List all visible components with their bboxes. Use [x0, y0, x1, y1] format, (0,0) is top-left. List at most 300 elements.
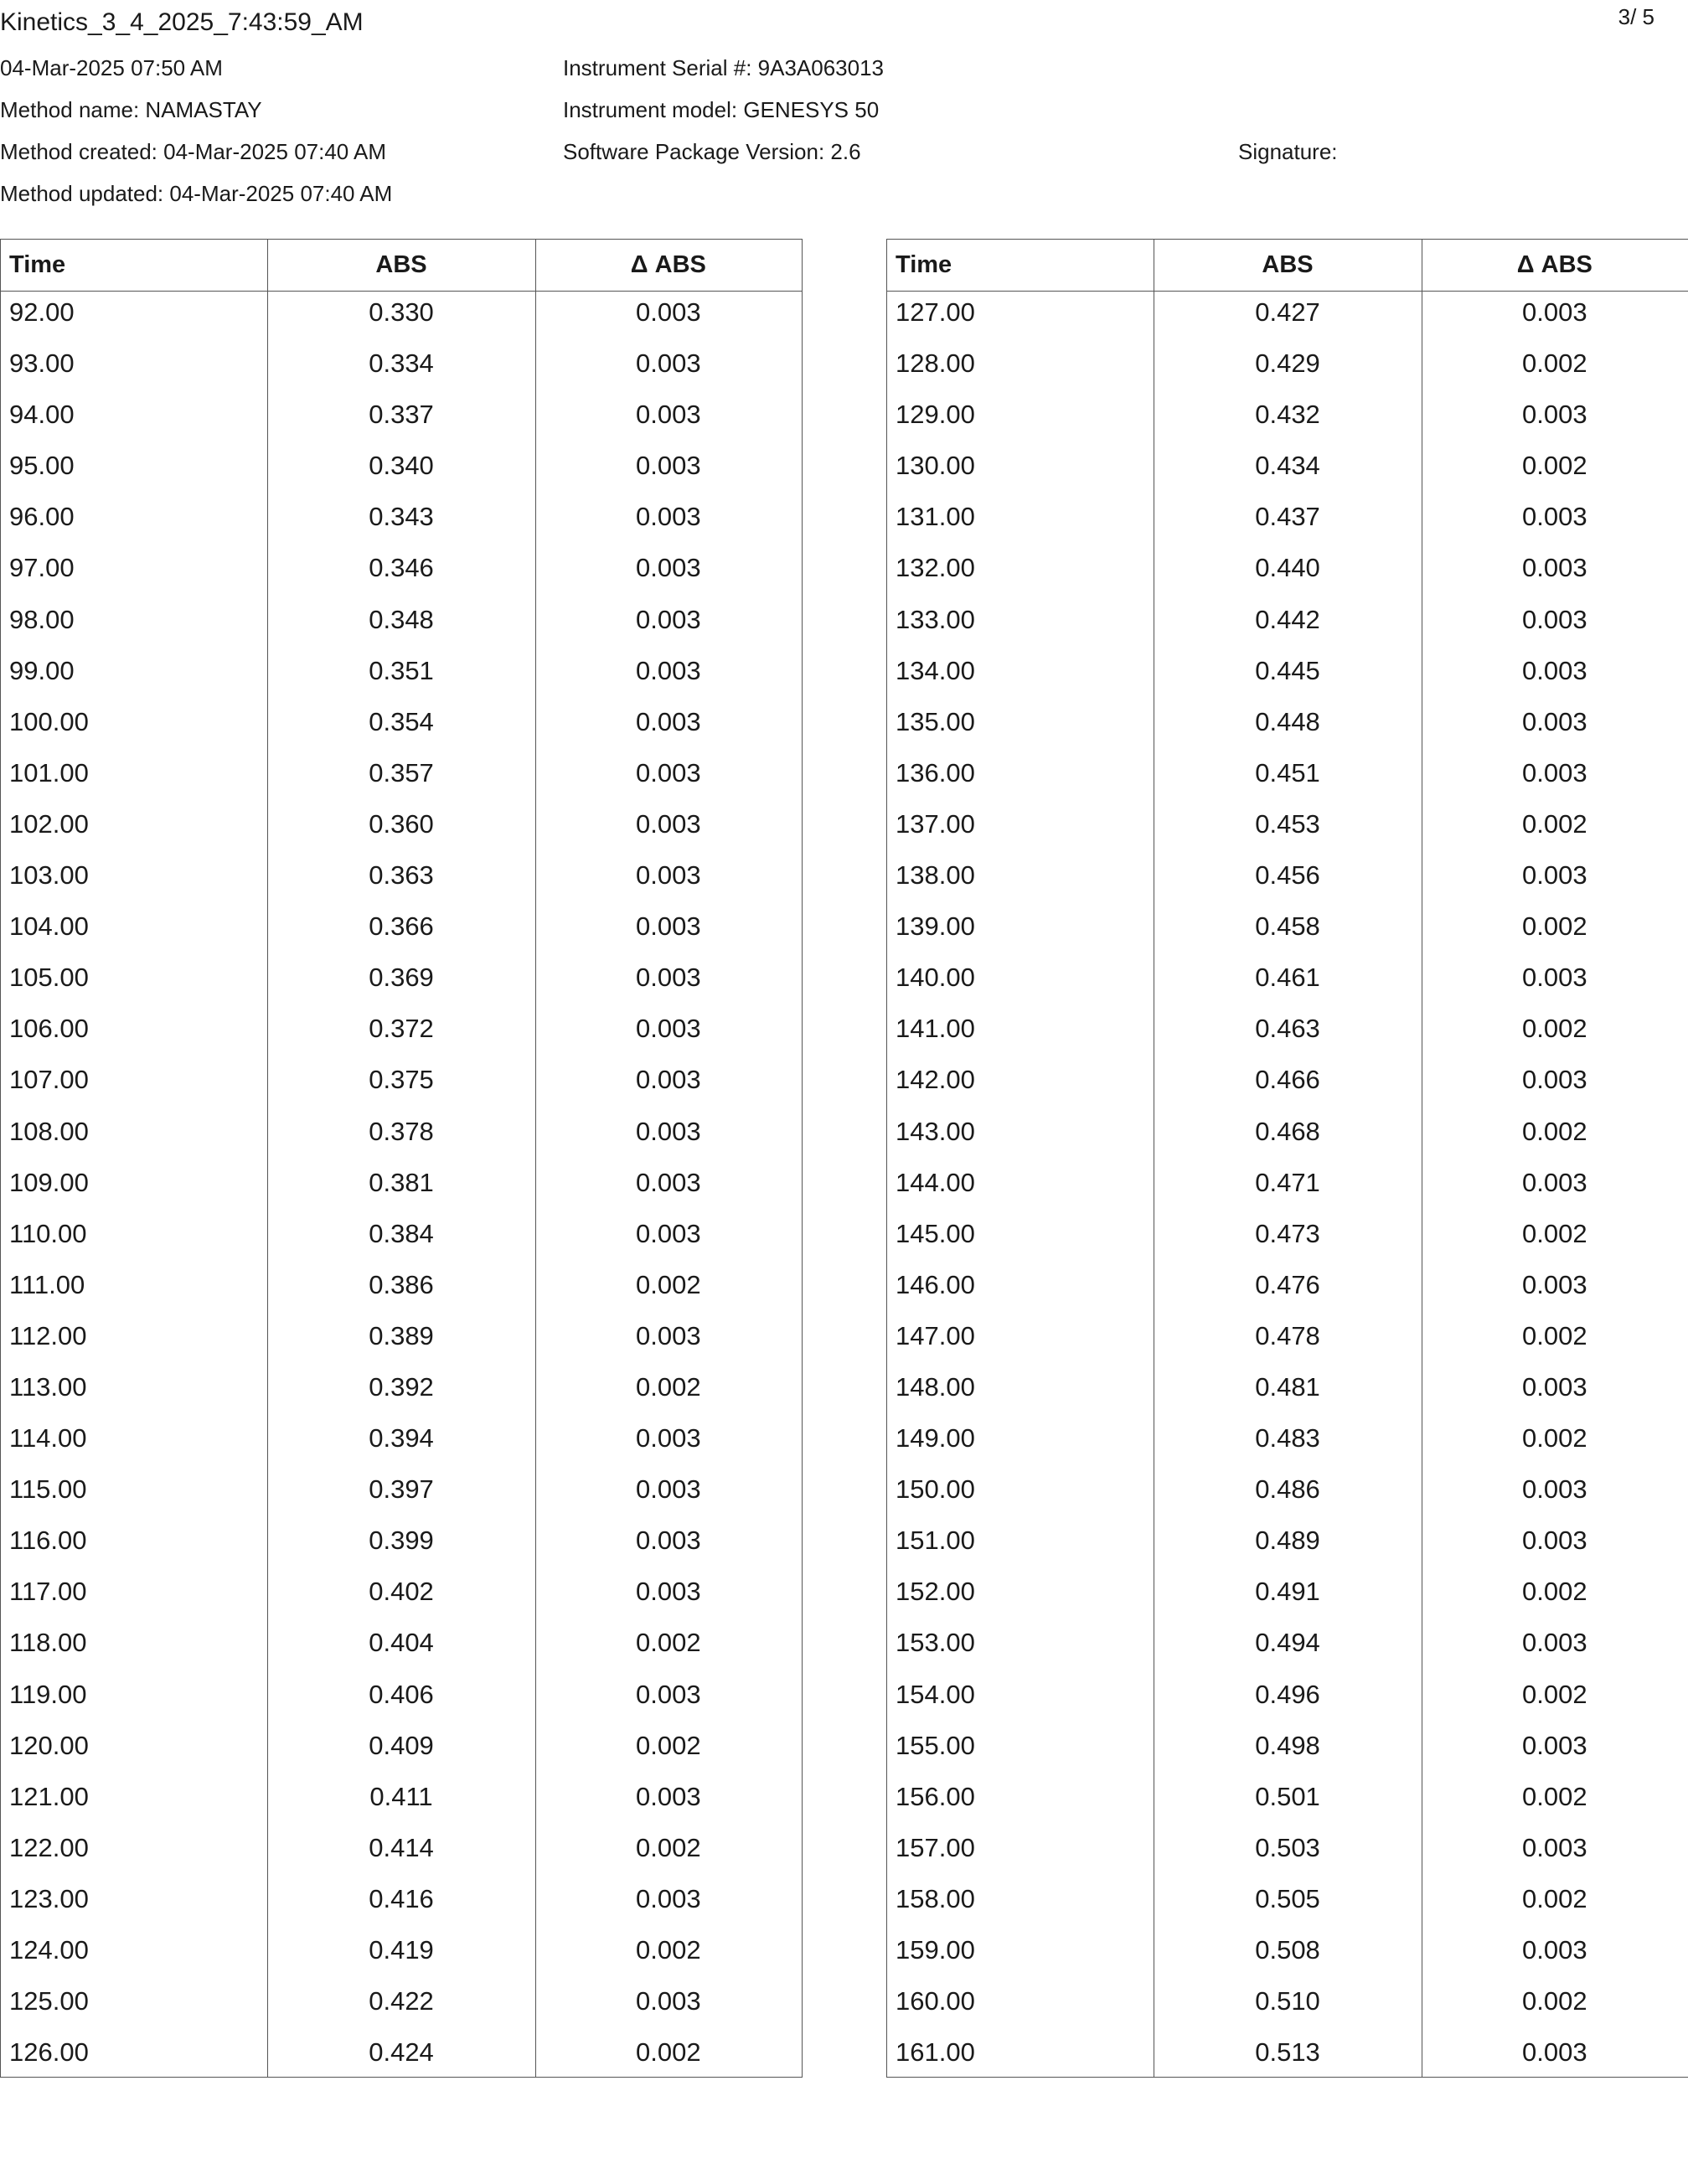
column-header-abs: ABS — [375, 251, 427, 278]
table-row — [1, 751, 802, 803]
table-row — [887, 546, 1688, 597]
cell-time: 114.00 — [9, 1423, 87, 1453]
cell-delta-abs: 0.002 — [636, 1628, 701, 1658]
table-row — [887, 1775, 1688, 1826]
cell-time: 156.00 — [896, 1781, 975, 1811]
cell-delta-abs: 0.003 — [636, 1065, 701, 1095]
table-row — [887, 1212, 1688, 1263]
table-row — [1, 1417, 802, 1468]
cell-time: 111.00 — [9, 1269, 85, 1299]
table-row — [887, 1058, 1688, 1109]
cell-time: 104.00 — [9, 911, 89, 942]
table-row — [887, 1417, 1688, 1468]
cell-delta-abs: 0.002 — [1522, 451, 1587, 481]
table-row — [887, 1621, 1688, 1672]
cell-time: 145.00 — [896, 1218, 975, 1248]
cell-time: 150.00 — [896, 1474, 975, 1505]
table-row — [887, 1110, 1688, 1161]
cell-abs: 0.434 — [1255, 451, 1320, 481]
cell-time: 92.00 — [9, 297, 75, 327]
cell-abs: 0.437 — [1255, 502, 1320, 532]
cell-abs: 0.416 — [369, 1883, 434, 1913]
cell-time: 161.00 — [896, 2037, 975, 2068]
table-row — [1, 1468, 802, 1519]
table-row — [887, 1570, 1688, 1621]
cell-abs: 0.402 — [369, 1577, 434, 1607]
table-row — [887, 1673, 1688, 1724]
cell-abs: 0.354 — [369, 706, 434, 736]
cell-abs: 0.513 — [1255, 2037, 1320, 2068]
cell-delta-abs: 0.003 — [1522, 655, 1587, 685]
cell-delta-abs: 0.003 — [636, 604, 701, 634]
column-header-delta-abs: Δ ABS — [1516, 251, 1593, 278]
table-row — [1, 2031, 802, 2082]
cell-abs: 0.363 — [369, 860, 434, 891]
table-row — [1, 393, 802, 444]
cell-time: 158.00 — [896, 1883, 975, 1913]
cell-time: 113.00 — [9, 1371, 87, 1402]
cell-time: 136.00 — [896, 757, 975, 787]
cell-time: 141.00 — [896, 1014, 975, 1044]
table-row — [1, 1314, 802, 1366]
cell-abs: 0.360 — [369, 808, 434, 839]
cell-abs: 0.448 — [1255, 706, 1320, 736]
table-row — [887, 1263, 1688, 1314]
cell-abs: 0.389 — [369, 1320, 434, 1350]
cell-time: 101.00 — [9, 757, 89, 787]
cell-delta-abs: 0.003 — [1522, 1474, 1587, 1505]
cell-delta-abs: 0.002 — [1522, 1116, 1587, 1146]
cell-abs: 0.501 — [1255, 1781, 1320, 1811]
table-row — [887, 1928, 1688, 1980]
cell-abs: 0.348 — [369, 604, 434, 634]
table-row — [887, 854, 1688, 905]
cell-delta-abs: 0.002 — [1522, 1577, 1587, 1607]
table-row — [887, 803, 1688, 854]
table-row — [1, 1826, 802, 1877]
cell-abs: 0.445 — [1255, 655, 1320, 685]
cell-delta-abs: 0.003 — [636, 655, 701, 685]
table-row — [887, 393, 1688, 444]
cell-time: 122.00 — [9, 1832, 89, 1862]
cell-delta-abs: 0.002 — [636, 2037, 701, 2068]
cell-delta-abs: 0.003 — [636, 1679, 701, 1709]
cell-abs: 0.422 — [369, 1986, 434, 2016]
cell-time: 147.00 — [896, 1320, 975, 1350]
cell-delta-abs: 0.003 — [636, 1474, 701, 1505]
table-row — [887, 1724, 1688, 1775]
table-row — [887, 1877, 1688, 1928]
cell-delta-abs: 0.003 — [1522, 1371, 1587, 1402]
cell-time: 99.00 — [9, 655, 75, 685]
cell-time: 146.00 — [896, 1269, 975, 1299]
cell-delta-abs: 0.002 — [636, 1730, 701, 1760]
table-row — [1, 1928, 802, 1980]
table-row — [1, 1980, 802, 2031]
cell-abs: 0.386 — [369, 1269, 434, 1299]
table-row — [887, 1519, 1688, 1570]
table-row — [1, 444, 802, 495]
cell-time: 139.00 — [896, 911, 975, 942]
cell-delta-abs: 0.003 — [636, 963, 701, 993]
table-row — [887, 291, 1688, 342]
cell-time: 144.00 — [896, 1167, 975, 1197]
table-row — [1, 1161, 802, 1212]
table-row — [1, 1263, 802, 1314]
table-row — [887, 598, 1688, 649]
table-row — [1, 1519, 802, 1570]
cell-time: 138.00 — [896, 860, 975, 891]
cell-delta-abs: 0.002 — [1522, 911, 1587, 942]
cell-delta-abs: 0.002 — [1522, 1014, 1587, 1044]
cell-abs: 0.366 — [369, 911, 434, 942]
cell-delta-abs: 0.002 — [1522, 349, 1587, 379]
cell-time: 126.00 — [9, 2037, 89, 2068]
cell-delta-abs: 0.003 — [1522, 1832, 1587, 1862]
cell-time: 143.00 — [896, 1116, 975, 1146]
cell-abs: 0.343 — [369, 502, 434, 532]
table-row — [1, 1058, 802, 1109]
cell-delta-abs: 0.003 — [636, 451, 701, 481]
cell-delta-abs: 0.003 — [1522, 400, 1587, 430]
cell-abs: 0.384 — [369, 1218, 434, 1248]
cell-abs: 0.456 — [1255, 860, 1320, 891]
table-header — [1, 240, 802, 292]
cell-delta-abs: 0.003 — [1522, 1167, 1587, 1197]
cell-abs: 0.496 — [1255, 1679, 1320, 1709]
table-row — [1, 1724, 802, 1775]
table-row — [887, 1826, 1688, 1877]
cell-delta-abs: 0.003 — [636, 1320, 701, 1350]
cell-abs: 0.432 — [1255, 400, 1320, 430]
cell-delta-abs: 0.003 — [636, 297, 701, 327]
cell-time: 123.00 — [9, 1883, 89, 1913]
method-created: Method created: 04-Mar-2025 07:40 AM — [0, 139, 387, 164]
cell-abs: 0.486 — [1255, 1474, 1320, 1505]
cell-delta-abs: 0.002 — [1522, 1986, 1587, 2016]
cell-abs: 0.473 — [1255, 1218, 1320, 1248]
cell-abs: 0.424 — [369, 2037, 434, 2068]
cell-time: 134.00 — [896, 655, 975, 685]
cell-delta-abs: 0.003 — [1522, 1065, 1587, 1095]
cell-delta-abs: 0.003 — [1522, 1628, 1587, 1658]
cell-abs: 0.471 — [1255, 1167, 1320, 1197]
table-row — [887, 342, 1688, 393]
method-name: Method name: NAMASTAY — [0, 97, 262, 122]
column-header-time: Time — [9, 251, 66, 278]
cell-abs: 0.489 — [1255, 1526, 1320, 1556]
cell-time: 121.00 — [9, 1781, 89, 1811]
cell-abs: 0.427 — [1255, 297, 1320, 327]
cell-time: 133.00 — [896, 604, 975, 634]
cell-abs: 0.375 — [369, 1065, 434, 1095]
cell-abs: 0.346 — [369, 553, 434, 583]
cell-delta-abs: 0.002 — [636, 1269, 701, 1299]
table-row — [1, 1877, 802, 1928]
cell-delta-abs: 0.003 — [636, 1218, 701, 1248]
table-row — [887, 700, 1688, 751]
cell-time: 97.00 — [9, 553, 75, 583]
cell-abs: 0.491 — [1255, 1577, 1320, 1607]
cell-time: 105.00 — [9, 963, 89, 993]
cell-delta-abs: 0.002 — [1522, 1781, 1587, 1811]
cell-time: 119.00 — [9, 1679, 87, 1709]
cell-delta-abs: 0.003 — [636, 911, 701, 942]
cell-abs: 0.498 — [1255, 1730, 1320, 1760]
cell-abs: 0.494 — [1255, 1628, 1320, 1658]
cell-abs: 0.372 — [369, 1014, 434, 1044]
cell-delta-abs: 0.003 — [636, 400, 701, 430]
kinetics-table-right — [886, 239, 1688, 2078]
cell-time: 152.00 — [896, 1577, 975, 1607]
page-number: 3/ 5 — [1618, 4, 1654, 29]
cell-time: 148.00 — [896, 1371, 975, 1402]
cell-delta-abs: 0.003 — [1522, 757, 1587, 787]
cell-time: 140.00 — [896, 963, 975, 993]
cell-time: 95.00 — [9, 451, 75, 481]
instrument-serial: Instrument Serial #: 9A3A063013 — [563, 55, 885, 80]
table-row — [1, 700, 802, 751]
signature-label: Signature: — [1238, 139, 1338, 164]
cell-time: 149.00 — [896, 1423, 975, 1453]
cell-abs: 0.337 — [369, 400, 434, 430]
table-row — [1, 1673, 802, 1724]
cell-time: 130.00 — [896, 451, 975, 481]
cell-abs: 0.351 — [369, 655, 434, 685]
cell-time: 120.00 — [9, 1730, 89, 1760]
cell-time: 109.00 — [9, 1167, 89, 1197]
table-row — [887, 1468, 1688, 1519]
table-row — [887, 1980, 1688, 2031]
cell-time: 127.00 — [896, 297, 975, 327]
cell-time: 96.00 — [9, 502, 75, 532]
cell-delta-abs: 0.002 — [1522, 1320, 1587, 1350]
table-row — [1, 1110, 802, 1161]
table-row — [1, 1775, 802, 1826]
cell-abs: 0.429 — [1255, 349, 1320, 379]
cell-delta-abs: 0.002 — [636, 1935, 701, 1965]
cell-delta-abs: 0.003 — [636, 502, 701, 532]
cell-abs: 0.440 — [1255, 553, 1320, 583]
table-row — [1, 905, 802, 956]
cell-abs: 0.468 — [1255, 1116, 1320, 1146]
cell-abs: 0.409 — [369, 1730, 434, 1760]
cell-time: 108.00 — [9, 1116, 89, 1146]
table-row — [887, 1161, 1688, 1212]
table-row — [1, 342, 802, 393]
cell-delta-abs: 0.003 — [636, 553, 701, 583]
cell-time: 100.00 — [9, 706, 89, 736]
cell-time: 129.00 — [896, 400, 975, 430]
cell-time: 153.00 — [896, 1628, 975, 1658]
cell-time: 159.00 — [896, 1935, 975, 1965]
cell-abs: 0.406 — [369, 1679, 434, 1709]
cell-abs: 0.508 — [1255, 1935, 1320, 1965]
table-row — [1, 854, 802, 905]
cell-abs: 0.483 — [1255, 1423, 1320, 1453]
cell-delta-abs: 0.002 — [1522, 808, 1587, 839]
cell-delta-abs: 0.003 — [636, 1883, 701, 1913]
cell-time: 131.00 — [896, 502, 975, 532]
cell-time: 102.00 — [9, 808, 89, 839]
cell-time: 107.00 — [9, 1065, 89, 1095]
cell-time: 142.00 — [896, 1065, 975, 1095]
cell-delta-abs: 0.003 — [1522, 2037, 1587, 2068]
table-row — [887, 444, 1688, 495]
cell-abs: 0.340 — [369, 451, 434, 481]
table-row — [1, 598, 802, 649]
cell-delta-abs: 0.002 — [1522, 1218, 1587, 1248]
column-header-abs: ABS — [1262, 251, 1314, 278]
cell-time: 157.00 — [896, 1832, 975, 1862]
cell-time: 124.00 — [9, 1935, 89, 1965]
table-row — [887, 649, 1688, 700]
cell-delta-abs: 0.002 — [1522, 1423, 1587, 1453]
cell-delta-abs: 0.003 — [1522, 706, 1587, 736]
cell-time: 93.00 — [9, 349, 75, 379]
cell-abs: 0.419 — [369, 1935, 434, 1965]
cell-delta-abs: 0.003 — [636, 757, 701, 787]
cell-abs: 0.476 — [1255, 1269, 1320, 1299]
cell-time: 128.00 — [896, 349, 975, 379]
cell-delta-abs: 0.003 — [1522, 297, 1587, 327]
report-date: 04-Mar-2025 07:50 AM — [0, 55, 223, 80]
document-title: Kinetics_3_4_2025_7:43:59_AM — [0, 8, 364, 36]
cell-delta-abs: 0.003 — [636, 1423, 701, 1453]
cell-time: 154.00 — [896, 1679, 975, 1709]
table-body — [1, 291, 802, 2082]
table-row — [887, 1366, 1688, 1417]
cell-delta-abs: 0.003 — [1522, 963, 1587, 993]
table-body — [887, 291, 1688, 2082]
cell-abs: 0.478 — [1255, 1320, 1320, 1350]
cell-abs: 0.505 — [1255, 1883, 1320, 1913]
cell-delta-abs: 0.003 — [1522, 1269, 1587, 1299]
cell-time: 103.00 — [9, 860, 89, 891]
table-row — [887, 2031, 1688, 2082]
cell-abs: 0.369 — [369, 963, 434, 993]
column-header-time: Time — [896, 251, 952, 278]
cell-delta-abs: 0.003 — [636, 349, 701, 379]
cell-delta-abs: 0.003 — [1522, 1526, 1587, 1556]
cell-delta-abs: 0.003 — [1522, 1935, 1587, 1965]
table-row — [887, 751, 1688, 803]
cell-time: 151.00 — [896, 1526, 975, 1556]
cell-abs: 0.442 — [1255, 604, 1320, 634]
table-row — [1, 956, 802, 1007]
table-row — [1, 1212, 802, 1263]
cell-time: 137.00 — [896, 808, 975, 839]
cell-delta-abs: 0.003 — [1522, 604, 1587, 634]
cell-delta-abs: 0.002 — [1522, 1883, 1587, 1913]
cell-delta-abs: 0.002 — [636, 1832, 701, 1862]
cell-abs: 0.510 — [1255, 1986, 1320, 2016]
cell-delta-abs: 0.003 — [636, 860, 701, 891]
cell-time: 116.00 — [9, 1526, 87, 1556]
table-row — [887, 905, 1688, 956]
table-row — [1, 1570, 802, 1621]
cell-abs: 0.378 — [369, 1116, 434, 1146]
cell-delta-abs: 0.003 — [1522, 502, 1587, 532]
cell-time: 155.00 — [896, 1730, 975, 1760]
cell-abs: 0.481 — [1255, 1371, 1320, 1402]
cell-time: 118.00 — [9, 1628, 87, 1658]
cell-time: 115.00 — [9, 1474, 87, 1505]
cell-delta-abs: 0.003 — [636, 1577, 701, 1607]
table-row — [1, 546, 802, 597]
table-row — [1, 495, 802, 546]
cell-abs: 0.466 — [1255, 1065, 1320, 1095]
cell-time: 125.00 — [9, 1986, 89, 2016]
cell-delta-abs: 0.003 — [636, 1167, 701, 1197]
cell-delta-abs: 0.003 — [636, 1526, 701, 1556]
cell-delta-abs: 0.003 — [636, 706, 701, 736]
table-row — [1, 803, 802, 854]
cell-delta-abs: 0.003 — [636, 1781, 701, 1811]
cell-abs: 0.453 — [1255, 808, 1320, 839]
cell-abs: 0.330 — [369, 297, 434, 327]
table-row — [1, 291, 802, 342]
software-version: Software Package Version: 2.6 — [563, 139, 861, 164]
cell-time: 117.00 — [9, 1577, 87, 1607]
cell-abs: 0.397 — [369, 1474, 434, 1505]
table-row — [887, 1314, 1688, 1366]
cell-delta-abs: 0.003 — [1522, 1730, 1587, 1760]
instrument-model: Instrument model: GENESYS 50 — [563, 97, 880, 122]
method-updated: Method updated: 04-Mar-2025 07:40 AM — [0, 181, 393, 206]
cell-delta-abs: 0.003 — [1522, 553, 1587, 583]
cell-time: 135.00 — [896, 706, 975, 736]
cell-abs: 0.463 — [1255, 1014, 1320, 1044]
table-row — [887, 1007, 1688, 1058]
cell-time: 110.00 — [9, 1218, 87, 1248]
cell-time: 98.00 — [9, 604, 75, 634]
cell-abs: 0.392 — [369, 1371, 434, 1402]
cell-time: 94.00 — [9, 400, 75, 430]
table-row — [1, 649, 802, 700]
table-row — [887, 495, 1688, 546]
cell-delta-abs: 0.003 — [636, 1116, 701, 1146]
cell-delta-abs: 0.003 — [636, 1014, 701, 1044]
column-header-delta-abs: Δ ABS — [630, 251, 706, 278]
cell-abs: 0.411 — [369, 1781, 433, 1811]
cell-delta-abs: 0.002 — [1522, 1679, 1587, 1709]
cell-abs: 0.399 — [369, 1526, 434, 1556]
table-row — [1, 1621, 802, 1672]
cell-delta-abs: 0.003 — [636, 1986, 701, 2016]
cell-abs: 0.414 — [369, 1832, 434, 1862]
cell-time: 106.00 — [9, 1014, 89, 1044]
cell-time: 132.00 — [896, 553, 975, 583]
cell-delta-abs: 0.003 — [1522, 860, 1587, 891]
table-row — [887, 956, 1688, 1007]
cell-abs: 0.451 — [1255, 757, 1320, 787]
cell-abs: 0.503 — [1255, 1832, 1320, 1862]
cell-time: 112.00 — [9, 1320, 87, 1350]
cell-delta-abs: 0.002 — [636, 1371, 701, 1402]
cell-abs: 0.404 — [369, 1628, 434, 1658]
cell-delta-abs: 0.003 — [636, 808, 701, 839]
cell-abs: 0.357 — [369, 757, 434, 787]
cell-abs: 0.461 — [1255, 963, 1320, 993]
cell-abs: 0.381 — [369, 1167, 434, 1197]
cell-time: 160.00 — [896, 1986, 975, 2016]
cell-abs: 0.458 — [1255, 911, 1320, 942]
cell-abs: 0.394 — [369, 1423, 434, 1453]
table-row — [1, 1366, 802, 1417]
table-row — [1, 1007, 802, 1058]
cell-abs: 0.334 — [369, 349, 434, 379]
